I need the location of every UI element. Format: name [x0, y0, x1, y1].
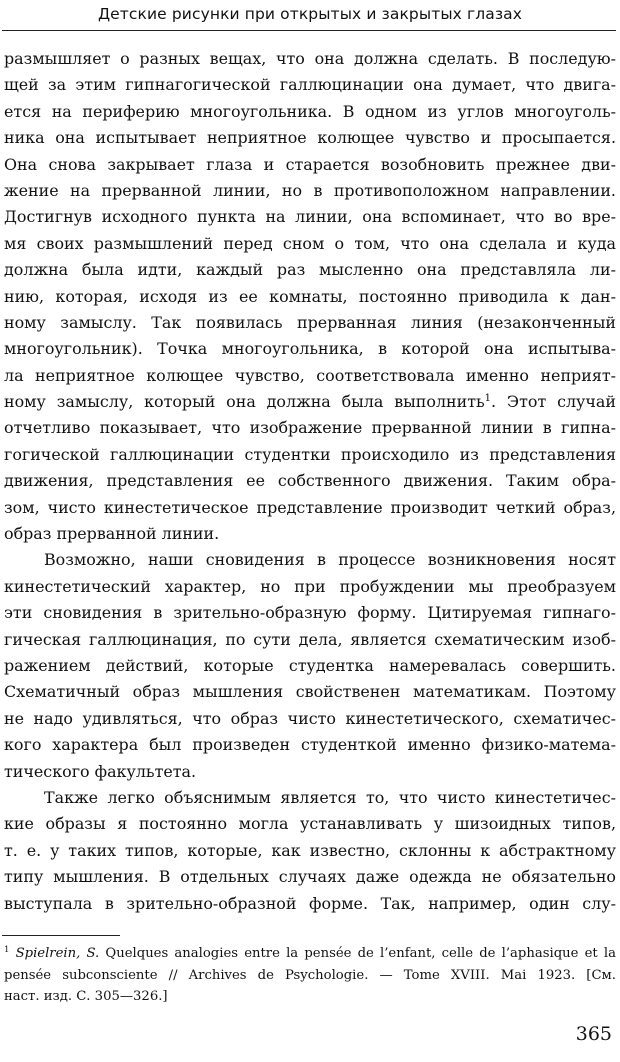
text-line: гогической галлюцинации студентки происходило из представления	[4, 444, 616, 464]
footnote-rule	[2, 935, 120, 936]
text-line: кинестетический характер, но при пробуждении мы преобразуем	[4, 576, 616, 596]
text-line: ному замыслу. Так появилась прерванная линия (незаконченный	[4, 312, 616, 332]
header-rule	[2, 30, 616, 31]
text-line: типу мышления. В отдельных случаях даже одежда не обязательно	[4, 867, 616, 887]
text-line: отчетливо показывает, что изображение прерванной линии в гипна-	[4, 418, 616, 438]
text-line: нию, которая, исходя из ее комнаты, постоянно приводила к дан-	[4, 286, 616, 306]
text-line: Она снова закрывает глаза и старается возобновить прежнее дви-	[4, 154, 616, 174]
text-line: Схематичный образ мышления свойственен математикам. Поэтому	[4, 682, 616, 702]
running-head: Детские рисунки при открытых и закрытых глазах	[97, 5, 523, 23]
text-line: размышляет о разных вещах, что она должна сделать. В последую-	[4, 49, 616, 68]
text-line: гическая галлюцинация, по сути дела, является схематическим изоб-	[4, 629, 616, 649]
footnote-line: наст. изд. С. 305—326.]	[4, 989, 168, 1004]
text-line: Возможно, наши сновидения в процессе возникновения носят	[44, 550, 616, 570]
text-line: Также легко объяснимым является то, что чисто кинестетичес-	[44, 787, 616, 807]
text-line: щей за этим гипнагогической галлюцинации она думает, что двига-	[4, 75, 616, 95]
text-line: движения, представления ее собственного движения. Таким обра-	[4, 471, 616, 491]
text-line: эти сновидения в зрительно-образную форму. Цитируемая гипнаго-	[4, 603, 616, 623]
text-line: кие образы я постоянно могла устанавливать у шизоидных типов,	[4, 814, 616, 834]
footnote-mark: 1	[4, 945, 10, 955]
text-line: т. е. у таких типов, которые, как известно, склонны к абстрактному	[4, 840, 616, 860]
page-number: 365	[575, 1023, 612, 1045]
text-line: выступала в зрительно-образной форме. Так, например, один слу-	[4, 893, 616, 913]
footnote-text: Quelques analogies entre la pensée de l’enfant, celle de l’aphasique et la	[105, 946, 616, 961]
text-line: ется на периферию многоугольника. В одном из углов многоуголь-	[4, 101, 616, 121]
text-line: ника она испытывает неприятное колющее чувство и просыпается.	[4, 128, 616, 148]
text-line: должна была идти, каждый раз мысленно она представляла ли-	[4, 260, 616, 280]
text-line: тического факультета.	[4, 761, 197, 781]
text-line: ному замыслу, который она должна была выполнить$^1$. Этот случай	[4, 392, 616, 412]
text-line: не надо удивляться, что образ чисто кинестетического, схематичес-	[4, 708, 616, 728]
footnote-line: pensée subconsciente // Archives de Psychologie. — Tome XVIII. Mai 1923. [См.	[4, 967, 616, 983]
footnote-line	[4, 943, 616, 965]
text-line: ражением действий, которые студентка намеревалась совершить.	[4, 655, 616, 675]
text-line: многоугольник). Точка многоугольника, в которой она испытыва-	[4, 339, 616, 359]
text-line: кого характера был произведен студенткой именно физико-матема-	[4, 735, 616, 755]
text-line: ла неприятное колющее чувство, соответствовала именно неприят-	[4, 365, 616, 385]
text-line: жение на прерванной линии, но в противоположном направлении.	[4, 180, 616, 200]
body-text	[4, 46, 616, 917]
footnote-reference: 1	[484, 393, 492, 405]
text-line: зом, чисто кинестетическое представление производит четкий образ,	[4, 497, 616, 517]
footnote	[4, 943, 616, 1008]
footnote-author: Spielrein, S.	[15, 946, 100, 961]
text-line: мя своих размышлений перед сном о том, что она сделала и куда	[4, 233, 616, 253]
text-line: Достигнув исходного пункта на линии, она вспоминает, что во вре-	[4, 207, 616, 227]
text-line: образ прерванной линии.	[4, 524, 220, 544]
